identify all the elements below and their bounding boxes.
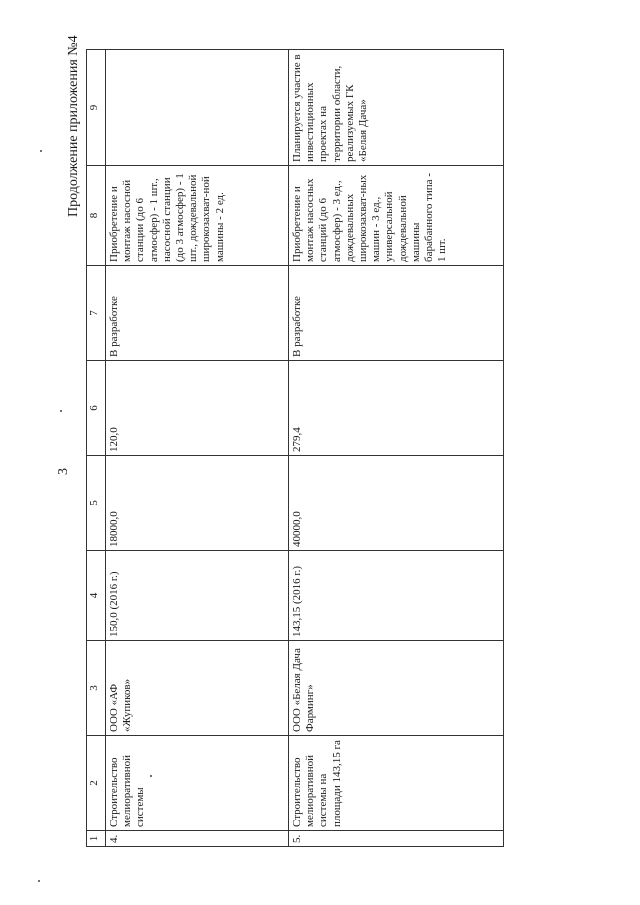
row-number: 4. [106, 831, 289, 847]
column-number: 7 [87, 266, 106, 361]
projects-table [86, 49, 504, 847]
column-number: 9 [87, 50, 106, 166]
cost: 18000,0 [106, 456, 289, 551]
executor: ООО «АФ «Жупиков» [106, 641, 289, 736]
column-number: 1 [87, 831, 106, 847]
value: 279,4 [289, 361, 504, 456]
row-number: 5. [289, 831, 504, 847]
column-number: 6 [87, 361, 106, 456]
actions: Приобретение и монтаж насосной станции (до 6 атмосфер) - 1 шт., насосной станции (до 3 атмосфер) - 1 шт., дождевальной широкозахват-ной машины - 2 ед. [106, 166, 289, 266]
cost: 40000,0 [289, 456, 504, 551]
column-number: 4 [87, 551, 106, 641]
scan-speck [150, 775, 152, 777]
column-number: 5 [87, 456, 106, 551]
area: 143,15 (2016 г.) [289, 551, 504, 641]
appendix-note: Продолжение приложения №4 [66, 35, 81, 217]
note: Планируется участие в инвестиционных проектах на территории области, реализуемых ГК «Белая Дача» [289, 50, 504, 166]
scan-speck [38, 880, 40, 882]
status: В разработке [289, 266, 504, 361]
project-name: Строительство мелиоративной системы [106, 736, 289, 831]
column-number: 3 [87, 641, 106, 736]
column-number: 2 [87, 736, 106, 831]
note [106, 50, 289, 166]
column-numbers-row [87, 50, 106, 847]
actions: Приобретение и монтаж насосных станций (до 6 атмосфер) - 3 ед., дождевальных широкозахват-ных машин - 3 ед., универсальной дождевальной машины барабанного типа - 1 шт. [289, 166, 504, 266]
scan-speck [60, 410, 62, 412]
scan-speck [40, 150, 42, 152]
area: 150,0 (2016 г.) [106, 551, 289, 641]
status: В разработке [106, 266, 289, 361]
table-row [106, 50, 289, 847]
executor: ООО «Белая Дача Фарминг» [289, 641, 504, 736]
value: 120,0 [106, 361, 289, 456]
page-number: 3 [56, 468, 71, 475]
table-row [289, 50, 504, 847]
project-name: Строительство мелиоративной системы на площади 143,15 га [289, 736, 504, 831]
column-number: 8 [87, 166, 106, 266]
